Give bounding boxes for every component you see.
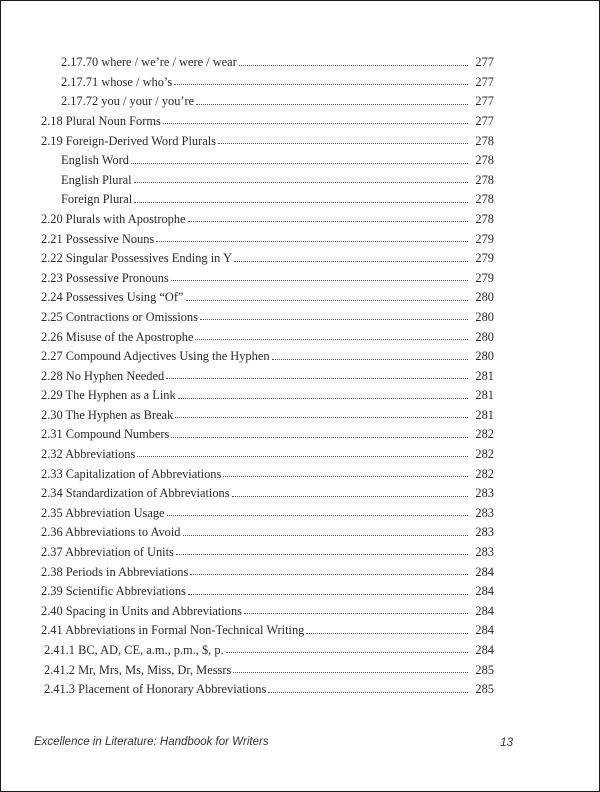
toc-entry-label: 2.33 Capitalization of Abbreviations xyxy=(41,466,222,481)
toc-entry-label: 2.23 Possessive Pronouns xyxy=(41,270,169,285)
toc-entry-label: 2.39 Scientific Abbreviations xyxy=(41,584,186,599)
toc-entry-page: 284 xyxy=(475,623,494,638)
toc-entry xyxy=(41,206,494,226)
dot-leader xyxy=(272,359,468,360)
toc-entry xyxy=(41,225,494,245)
toc-entry-label: English Plural xyxy=(61,172,132,187)
toc-entry-label: 2.17.71 whose / who’s xyxy=(61,74,173,89)
dot-leader xyxy=(131,163,468,164)
toc-entry-label: 2.29 The Hyphen as a Link xyxy=(41,388,176,403)
toc-entry-page: 277 xyxy=(475,113,494,128)
dot-leader xyxy=(156,241,468,242)
toc-entry-label: 2.37 Abbreviation of Units xyxy=(41,545,174,560)
dot-leader xyxy=(200,319,468,320)
dot-leader xyxy=(234,261,468,262)
toc-entry-page: 279 xyxy=(475,231,494,246)
toc-entry xyxy=(41,363,494,383)
toc-entry-label: 2.27 Compound Adjectives Using the Hyphen xyxy=(41,349,270,364)
toc-entry-label: 2.36 Abbreviations to Avoid xyxy=(41,525,181,540)
toc-entry-page: 278 xyxy=(475,172,494,187)
toc-entry-label: 2.17.72 you / your / you’re xyxy=(61,94,195,109)
toc-entry xyxy=(41,500,494,520)
toc-entry xyxy=(41,127,494,147)
toc-entry-label: 2.21 Possessive Nouns xyxy=(41,231,155,246)
toc-entry-page: 283 xyxy=(475,525,494,540)
dot-leader xyxy=(183,535,468,536)
toc-entry-label: Foreign Plural xyxy=(61,192,133,207)
toc-entry-page: 283 xyxy=(475,505,494,520)
toc-entry-label: 2.31 Compound Numbers xyxy=(41,427,170,442)
toc-entry-label: English Word xyxy=(61,153,129,168)
toc-entry xyxy=(41,421,494,441)
toc-entry-label: 2.26 Misuse of the Apostrophe xyxy=(41,329,194,344)
dot-leader xyxy=(167,515,468,516)
toc-entry-page: 285 xyxy=(475,682,494,697)
toc-entry-label: 2.24 Possessives Using “Of” xyxy=(41,290,184,305)
toc-entry xyxy=(41,637,494,657)
dot-leader xyxy=(218,143,468,144)
toc-entry-page: 280 xyxy=(475,309,494,324)
toc-entry-page: 284 xyxy=(475,584,494,599)
toc-entry-page: 282 xyxy=(475,466,494,481)
toc-entry-label: 2.40 Spacing in Units and Abbreviations xyxy=(41,603,242,618)
dot-leader xyxy=(175,417,468,418)
dot-leader xyxy=(163,123,468,124)
toc-entry-page: 280 xyxy=(475,349,494,364)
toc-entry-label: 2.19 Foreign-Derived Word Plurals xyxy=(41,133,216,148)
toc-entry-page: 278 xyxy=(475,153,494,168)
toc-entry-page: 279 xyxy=(475,270,494,285)
toc-entry-label: 2.20 Plurals with Apostrophe xyxy=(41,211,186,226)
dot-leader xyxy=(196,104,468,105)
dot-leader xyxy=(178,398,468,399)
toc-entry-label: 2.41.1 BC, AD, CE, a.m., p.m., $, p. xyxy=(44,643,224,657)
toc-entry-page: 281 xyxy=(475,388,494,403)
toc-entry-page: 283 xyxy=(475,486,494,501)
toc-entry xyxy=(41,186,494,206)
toc-entry xyxy=(41,69,494,89)
dot-leader xyxy=(171,437,468,438)
dot-leader xyxy=(244,613,468,614)
toc-entry xyxy=(41,656,494,676)
toc-entry-page: 281 xyxy=(475,368,494,383)
toc-entry xyxy=(41,108,494,128)
dot-leader xyxy=(190,574,468,575)
toc-entry-page: 281 xyxy=(475,407,494,422)
toc-entry-page: 284 xyxy=(475,564,494,579)
toc-entry xyxy=(41,598,494,618)
dot-leader xyxy=(134,202,468,203)
toc-entry-page: 277 xyxy=(475,55,494,70)
toc-entry-page: 277 xyxy=(475,94,494,109)
toc-entry xyxy=(41,343,494,363)
toc-entry-label: 2.18 Plural Noun Forms xyxy=(41,113,161,128)
dot-leader xyxy=(137,456,468,457)
toc-entry xyxy=(41,88,494,108)
footer-book-title: Excellence in Literature: Handbook for Writers xyxy=(34,736,269,748)
toc-entry-page: 280 xyxy=(475,290,494,305)
toc-entry-label: 2.41 Abbreviations in Formal Non-Technical Writing xyxy=(41,623,305,638)
dot-leader xyxy=(268,692,468,693)
dot-leader xyxy=(232,496,468,497)
toc-entry-page: 277 xyxy=(475,74,494,89)
toc-entry xyxy=(41,304,494,324)
dot-leader xyxy=(239,65,468,66)
toc-entry-label: 2.17.70 where / we’re / were / wear xyxy=(61,55,237,70)
toc-entry xyxy=(41,49,494,69)
toc-entry-label: 2.41.2 Mr, Mrs, Ms, Miss, Dr, Messrs xyxy=(44,662,232,677)
toc-entry xyxy=(41,323,494,343)
dot-leader xyxy=(166,378,468,379)
toc-entry-label: 2.22 Singular Possessives Ending in Y xyxy=(41,251,232,266)
dot-leader xyxy=(226,652,468,653)
toc-entry xyxy=(41,441,494,461)
toc-entry xyxy=(41,460,494,480)
toc-entry xyxy=(41,676,494,696)
toc-entry-page: 278 xyxy=(475,211,494,226)
dot-leader xyxy=(195,339,468,340)
toc-entry-label: 2.35 Abbreviation Usage xyxy=(41,505,165,520)
toc-entry-label: 2.32 Abbreviations xyxy=(41,447,136,462)
toc-entry-label: 2.38 Periods in Abbreviations xyxy=(41,564,189,579)
toc-entry xyxy=(41,519,494,539)
dot-leader xyxy=(174,84,468,85)
dot-leader xyxy=(188,221,468,222)
toc-entry xyxy=(41,265,494,285)
table-of-contents xyxy=(41,49,494,696)
toc-entry-page: 284 xyxy=(475,603,494,618)
dot-leader xyxy=(306,633,468,634)
dot-leader xyxy=(233,672,468,673)
toc-entry xyxy=(41,167,494,187)
toc-entry xyxy=(41,382,494,402)
toc-entry-page: 284 xyxy=(475,643,494,657)
dot-leader xyxy=(176,554,468,555)
toc-entry xyxy=(41,480,494,500)
toc-entry-page: 278 xyxy=(475,192,494,207)
dot-leader xyxy=(186,300,469,301)
toc-entry-label: 2.25 Contractions or Omissions xyxy=(41,309,198,324)
toc-entry xyxy=(41,147,494,167)
dot-leader xyxy=(223,476,468,477)
toc-entry-page: 280 xyxy=(475,329,494,344)
toc-entry-label: 2.34 Standardization of Abbreviations xyxy=(41,486,230,501)
toc-entry-label: 2.41.3 Placement of Honorary Abbreviations xyxy=(44,682,267,697)
toc-entry-page: 282 xyxy=(475,447,494,462)
footer-page-number: 13 xyxy=(500,737,513,749)
toc-entry xyxy=(41,617,494,637)
toc-entry xyxy=(41,402,494,422)
toc-entry-page: 279 xyxy=(475,251,494,266)
toc-entry-page: 285 xyxy=(475,662,494,677)
toc-entry xyxy=(41,245,494,265)
toc-entry-label: 2.28 No Hyphen Needed xyxy=(41,368,165,383)
toc-entry xyxy=(41,284,494,304)
dot-leader xyxy=(134,182,468,183)
toc-entry-label: 2.30 The Hyphen as Break xyxy=(41,407,174,422)
toc-entry-page: 282 xyxy=(475,427,494,442)
toc-entry xyxy=(41,558,494,578)
toc-entry xyxy=(41,539,494,559)
dot-leader xyxy=(188,594,468,595)
toc-entry-page: 283 xyxy=(475,545,494,560)
toc-entry xyxy=(41,578,494,598)
dot-leader xyxy=(171,280,468,281)
toc-entry-page: 278 xyxy=(475,133,494,148)
